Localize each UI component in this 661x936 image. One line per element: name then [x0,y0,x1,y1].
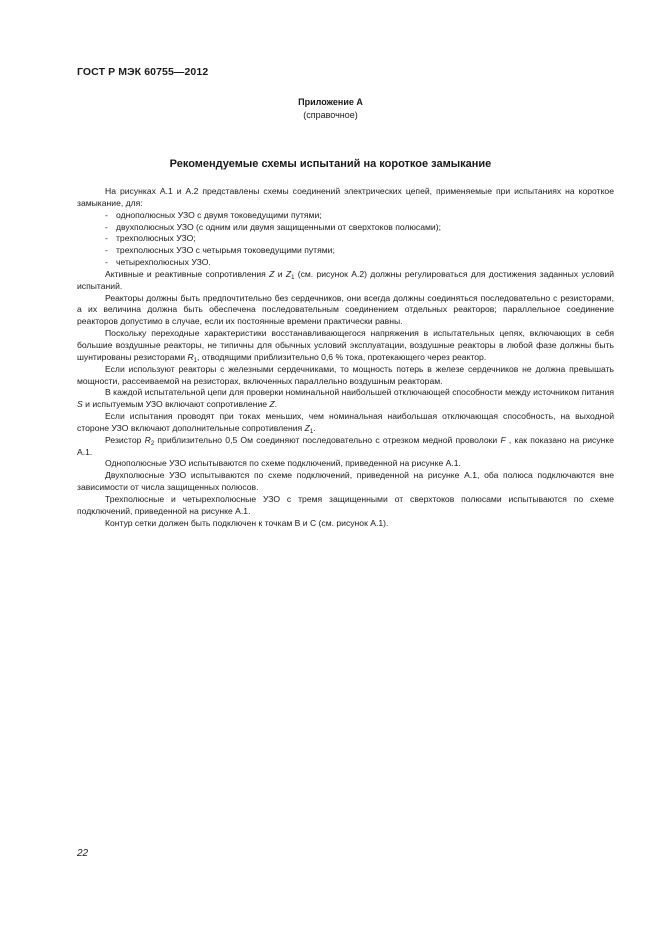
text-run: Если испытания проводят при токах меньших, чем номинальная наибольшая отключающая способность, на выходной стороне УЗО включают дополнительные сопротивления [77,411,614,433]
paragraph: Если используют реакторы с железными сердечниками, то мощность потерь в железе сердечников не должна превышать мощности, рассеиваемой на резисторах, включенных параллельно воздушным реакторам. [77,363,614,386]
subscript: 2 [150,440,155,447]
symbol-s: S [77,399,83,410]
text-run: . [313,422,316,433]
subscript: 1 [291,274,295,281]
list-item [77,257,614,269]
symbol-z: Z [269,399,275,410]
list-item-text: трехполюсных УЗО; [116,233,196,244]
text-run: . [274,399,278,410]
text-run: Резистор [105,434,142,445]
text-run: Поскольку переходные характеристики восстанавливающегося напряжения в испытательных цепях, включающих в себя большие воздушные реакторы, не типичны для обычных условий эксплуатации, воздушные реакторы в любой фазе должны быть шунтированы резисторами [77,328,614,362]
list-item-text: трехполюсных УЗО с четырьмя токоведущими путями; [116,245,335,256]
symbol-z: Z [269,268,275,279]
list-dash: - [105,245,108,256]
paragraph [77,435,614,459]
text-run: , как показано на рисунке А.1. [77,434,615,457]
list-item-text: однополюсных УЗО с двумя токоведущими путями; [116,209,322,220]
list-item-text: четырехполюсных УЗО. [116,257,211,268]
paragraph [77,269,614,293]
text-run: , отводящими приблизительно 0,6 % тока, протекающего через реактор. [197,351,487,362]
page-number: 22 [77,848,89,859]
symbol-r1: R [187,351,194,362]
paragraph [77,328,614,364]
text-run: приблизительно 0,5 Ом соединяют последовательно с отрезком медной проволоки [157,434,498,445]
list-dash: - [105,209,108,220]
text-run: (см. рисунок А.2) должны регулироваться для достижения заданных условий испытаний. [77,268,615,291]
list-item-text: двухполюсных УЗО (с одним или двумя защищенными от сверхтоков полюсами); [116,221,441,232]
list-item [77,210,614,222]
text-run: Активные и реактивные сопротивления [105,268,266,279]
text-run: и [277,268,283,279]
subscript: 1 [309,428,314,435]
list-item [77,222,614,234]
symbol-r2: R [144,434,151,445]
paragraph [77,411,614,435]
annex-kind: (справочное) [303,110,358,120]
text-run: В каждой испытательной цепи для проверки номинальной наибольшей отключающей способности между источником питания [105,387,614,398]
list-dash: - [105,233,108,244]
list-dash: - [105,257,108,268]
list-item [77,233,614,245]
body-text [77,186,614,529]
list-item [77,245,614,257]
paragraph: Контур сетки должен быть подключен к точкам В и С (см. рисунок А.1). [105,517,389,528]
paragraph: Однополюсные УЗО испытываются по схеме подключений, приведенной на рисунке А.1. [105,458,461,469]
symbol-z1: Z [304,422,310,433]
paragraph: На рисунках А.1 и А.2 представлены схемы соединений электрических цепей, применяемые при испытаниях на короткое замыкание, для: [77,186,614,208]
text-run: и испытуемым УЗО включают сопротивление [85,399,268,410]
list-dash: - [105,221,108,232]
paragraph [77,387,614,411]
symbol-z1: Z [285,268,292,279]
annex-title: Приложение А [298,97,363,107]
symbol-f: F [500,434,506,445]
paragraph: Двухполюсные УЗО испытываются по схеме подключений, приведенной на рисунке А.1, оба полюса подключаются вне зависимости от числа защищенных полюсов. [77,470,614,493]
standard-header: ГОСТ Р МЭК 60755—2012 [77,66,209,78]
paragraph: Реакторы должны быть предпочтительно без сердечников, они всегда должны соединяться последовательно с резисторами, а их величина должна быть обеспечена последовательным соединением отдельных реакторов; параллельное соединение реакторов допустимо в случае, если их постоянные времени практически равны. [77,292,614,327]
paragraph: Трехполюсные и четырехполюсные УЗО с тремя защищенными от сверхтоков полюсами испытываются по схеме подключений, приведенной на рисунке А.1. [77,493,614,516]
section-title: Рекомендуемые схемы испытаний на короткое замыкание [169,158,492,170]
subscript: 1 [193,357,198,364]
